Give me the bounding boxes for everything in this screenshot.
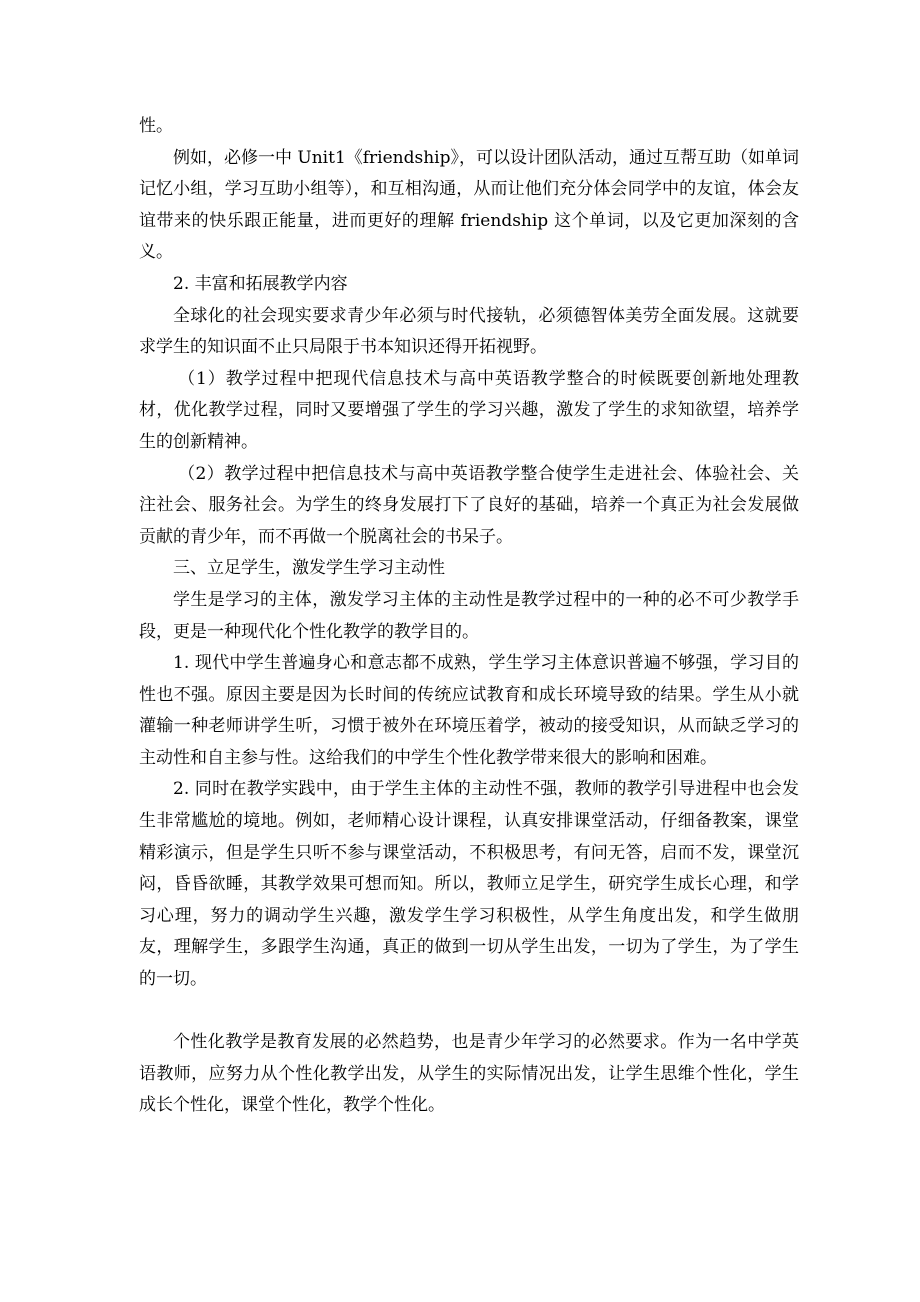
paragraph-student-subject: 学生是学习的主体，激发学习主体的主动性是教学过程中的一种的必不可少教学手段，更是一种现代化个性化教学的教学目的。 [139,589,799,642]
paragraph-conclusion: 个性化教学是教育发展的必然趋势，也是青少年学习的必然要求。作为一名中学英语教师，应努力从个性化教学出发，从学生的实际情况出发，让学生思维个性化，学生成长个性化，课堂个性化，教学个性化。 [139,1032,799,1116]
heading-section-three: 三、立足学生，激发学生学习主动性 [173,558,445,579]
heading-enrich-content: 2. 丰富和拓展教学内容 [173,273,348,294]
blank-line [139,996,799,1028]
paragraph-globalization: 全球化的社会现实要求青少年必须与时代接轨，必须德智体美劳全面发展。这就要求学生的知识面不止只局限于书本知识还得开拓视野。 [139,305,799,358]
paragraph-point-1: （1）教学过程中把现代信息技术与高中英语教学整合的时候既要创新地处理教材，优化教学过程，同时又要增强了学生的学习兴趣，激发了学生的求知欲望，培养学生的创新精神。 [139,368,799,452]
paragraph-friendship-example: 例如，必修一中 Unit1《friendship》，可以设计团队活动，通过互帮互助（如单词记忆小组，学习互助小组等），和互相沟通，从而让他们充分体会同学中的友谊，体会友谊带来的快乐跟正能量，进而更好的理解 friendship 这个单词，以及它更加深刻的含义。 [139,147,800,263]
paragraph-point-2: （2）教学过程中把信息技术与高中英语教学整合使学生走进社会、体验社会、关注社会、服务社会。为学生的终身发展打下了良好的基础，培养一个真正为社会发展做贡献的青少年，而不再做一个脱离社会的书呆子。 [139,463,799,547]
document-body [139,111,799,1122]
paragraph-continuation: 性。 [139,116,173,136]
paragraph-item-2: 2. 同时在教学实践中，由于学生主体的主动性不强，教师的教学引导进程中也会发生非常尴尬的境地。例如，老师精心设计课程，认真安排课堂活动，仔细备教案，课堂精彩演示，但是学生只听不参与课堂活动，不积极思考，有问无答，启而不发，课堂沉闷，昏昏欲睡，其教学效果可想而知。所以，教师立足学生，研究学生成长心理，和学习心理，努力的调动学生兴趣，激发学生学习积极性，从学生角度出发，和学生做朋友，理解学生，多跟学生沟通，真正的做到一切从学生出发，一切为了学生，为了学生的一切。 [139,779,799,990]
paragraph-item-1: 1. 现代中学生普遍身心和意志都不成熟，学生学习主体意识普遍不够强，学习目的性也不强。原因主要是因为长时间的传统应试教育和成长环境导致的结果。学生从小就灌输一种老师讲学生听，习惯于被外在环境压着学，被动的接受知识，从而缺乏学习的主动性和自主参与性。这给我们的中学生个性化教学带来很大的影响和困难。 [139,653,799,768]
